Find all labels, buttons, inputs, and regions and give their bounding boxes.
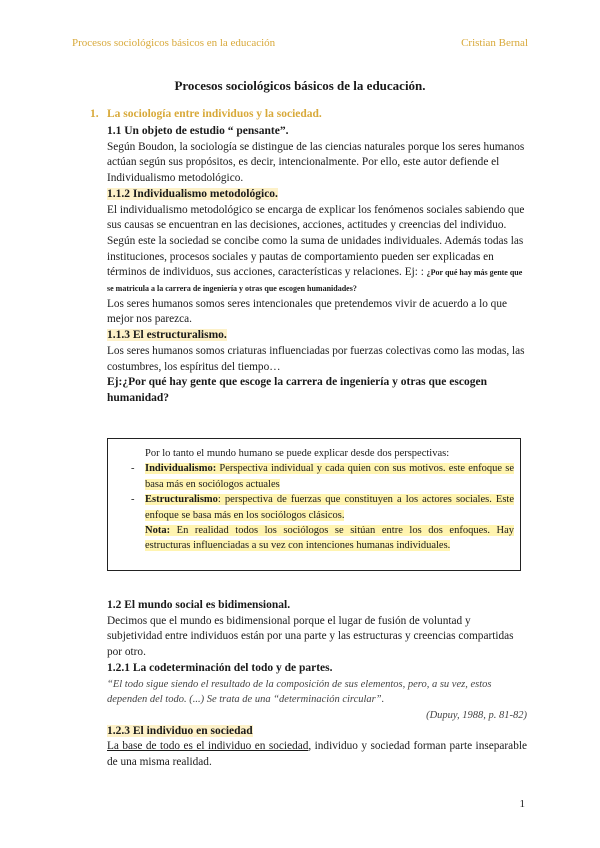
list-dash: - bbox=[131, 463, 135, 475]
box-item-2-term: Estructuralismo bbox=[145, 494, 218, 506]
subsection-1-2-3-paragraph bbox=[107, 739, 527, 770]
box-item-individualismo bbox=[114, 461, 514, 492]
section-1-heading-text: La sociología entre individuos y la sociedad. bbox=[107, 108, 322, 120]
list-dash: - bbox=[131, 494, 135, 506]
subsection-1-1-2-text-2: Los seres humanos somos seres intencionales que pretendemos vivir de acuerdo a lo que mejor nos parezca. bbox=[107, 297, 507, 326]
section-1-2-content bbox=[107, 598, 527, 771]
section-1-heading bbox=[90, 108, 322, 120]
dupuy-citation: (Dupuy, 1988, p. 81-82) bbox=[426, 709, 527, 721]
section-1-number: 1. bbox=[90, 108, 99, 120]
subsection-1-2-text: Decimos que el mundo es bidimensional porque el lugar de fusión de voluntad y subjetividad entre individuos están por una parte y las estructuras y creencias compartidas por otro. bbox=[107, 614, 514, 659]
subsection-1-1-2-text: El individualismo metodológico se encarga de explicar los fenómenos sociales sabiendo que sus causas se encuentran en las decisiones, acciones, actitudes y creencias del individuo. Según este la sociedad se concibe como la suma de unidades individuales. Además todas las instituciones, procesos sociales y pautas de comportamiento pueden ser explicadas en términos de individuos, sus acciones, características y relaciones. Ej: : bbox=[107, 203, 525, 279]
box-note-term: Nota: bbox=[145, 525, 171, 537]
dupuy-quote: “El todo sigue siendo el resultado de la composición de sus elementos, pero, a su vez, estos dependen del todo. (...) Se trata de una “determinación circular”. bbox=[107, 678, 492, 706]
perspectives-box bbox=[107, 438, 521, 571]
box-item-1-term: Individualismo: bbox=[145, 463, 217, 475]
subsection-1-1-3-text: Los seres humanos somos criaturas influenciadas por fuerzas colectivas como las modas, las costumbres, los espíritus del tiempo… bbox=[107, 344, 525, 373]
subsection-1-1-title: 1.1 Un objeto de estudio “ pensante”. bbox=[107, 125, 289, 137]
header-left-title: Procesos sociológicos básicos en la educación bbox=[72, 37, 276, 49]
box-note-text: En realidad todos los sociólogos se sitúan entre los dos enfoques. Hay estructuras influenciadas a su vez con intenciones humanas individuales. bbox=[145, 525, 515, 552]
subsection-1-1-text: Según Boudon, la sociología se distingue de las ciencias naturales porque los seres humanos actúan según sus propósitos, es decir, intencionalmente. Por ello, este autor defiende el Individualismo metodológico. bbox=[107, 140, 525, 185]
box-note bbox=[114, 523, 514, 554]
subsection-1-2-3-title: 1.2.3 El individuo en sociedad bbox=[107, 724, 253, 737]
box-item-2-text: : perspectiva de fuerzas que constituyen a los actores sociales. Este enfoque se basa más en los sociólogos clásicos. bbox=[145, 494, 514, 521]
box-intro: Por lo tanto el mundo humano se puede explicar desde dos perspectivas: bbox=[145, 448, 450, 459]
box-item-estructuralismo bbox=[114, 492, 514, 523]
document-title: Procesos sociológicos básicos de la educación. bbox=[174, 78, 426, 93]
section-1-content bbox=[107, 124, 527, 407]
subsection-1-2-3-underlined: La base de todo es el individuo en sociedad bbox=[107, 740, 309, 753]
subsection-1-2-3-text: , individuo y sociedad forman parte inseparable de una misma realidad. bbox=[107, 740, 527, 769]
header-author: Cristian Bernal bbox=[461, 37, 528, 49]
subsection-1-1-2-example: ¿Por qué hay más gente que se matricula a la carrera de ingeniería y otras que escogen humanidades? bbox=[107, 268, 523, 294]
page-number: 1 bbox=[519, 798, 525, 810]
box-item-1-text: Perspectiva individual y cada quien con sus motivos. este enfoque se basa más en sociólogos actuales bbox=[145, 463, 514, 490]
subsection-1-2-title: 1.2 El mundo social es bidimensional. bbox=[107, 599, 291, 611]
subsection-1-1-2-paragraph bbox=[107, 203, 527, 297]
subsection-1-1-3-title: 1.1.3 El estructuralismo. bbox=[107, 329, 227, 342]
subsection-1-1-3-example: Ej:¿Por qué hay gente que escoge la carrera de ingeniería y otras que escogen humanidad? bbox=[107, 376, 487, 404]
subsection-1-2-1-title: 1.2.1 La codeterminación del todo y de partes. bbox=[107, 661, 333, 674]
subsection-1-1-2-title: 1.1.2 Individualismo metodológico. bbox=[107, 187, 278, 200]
